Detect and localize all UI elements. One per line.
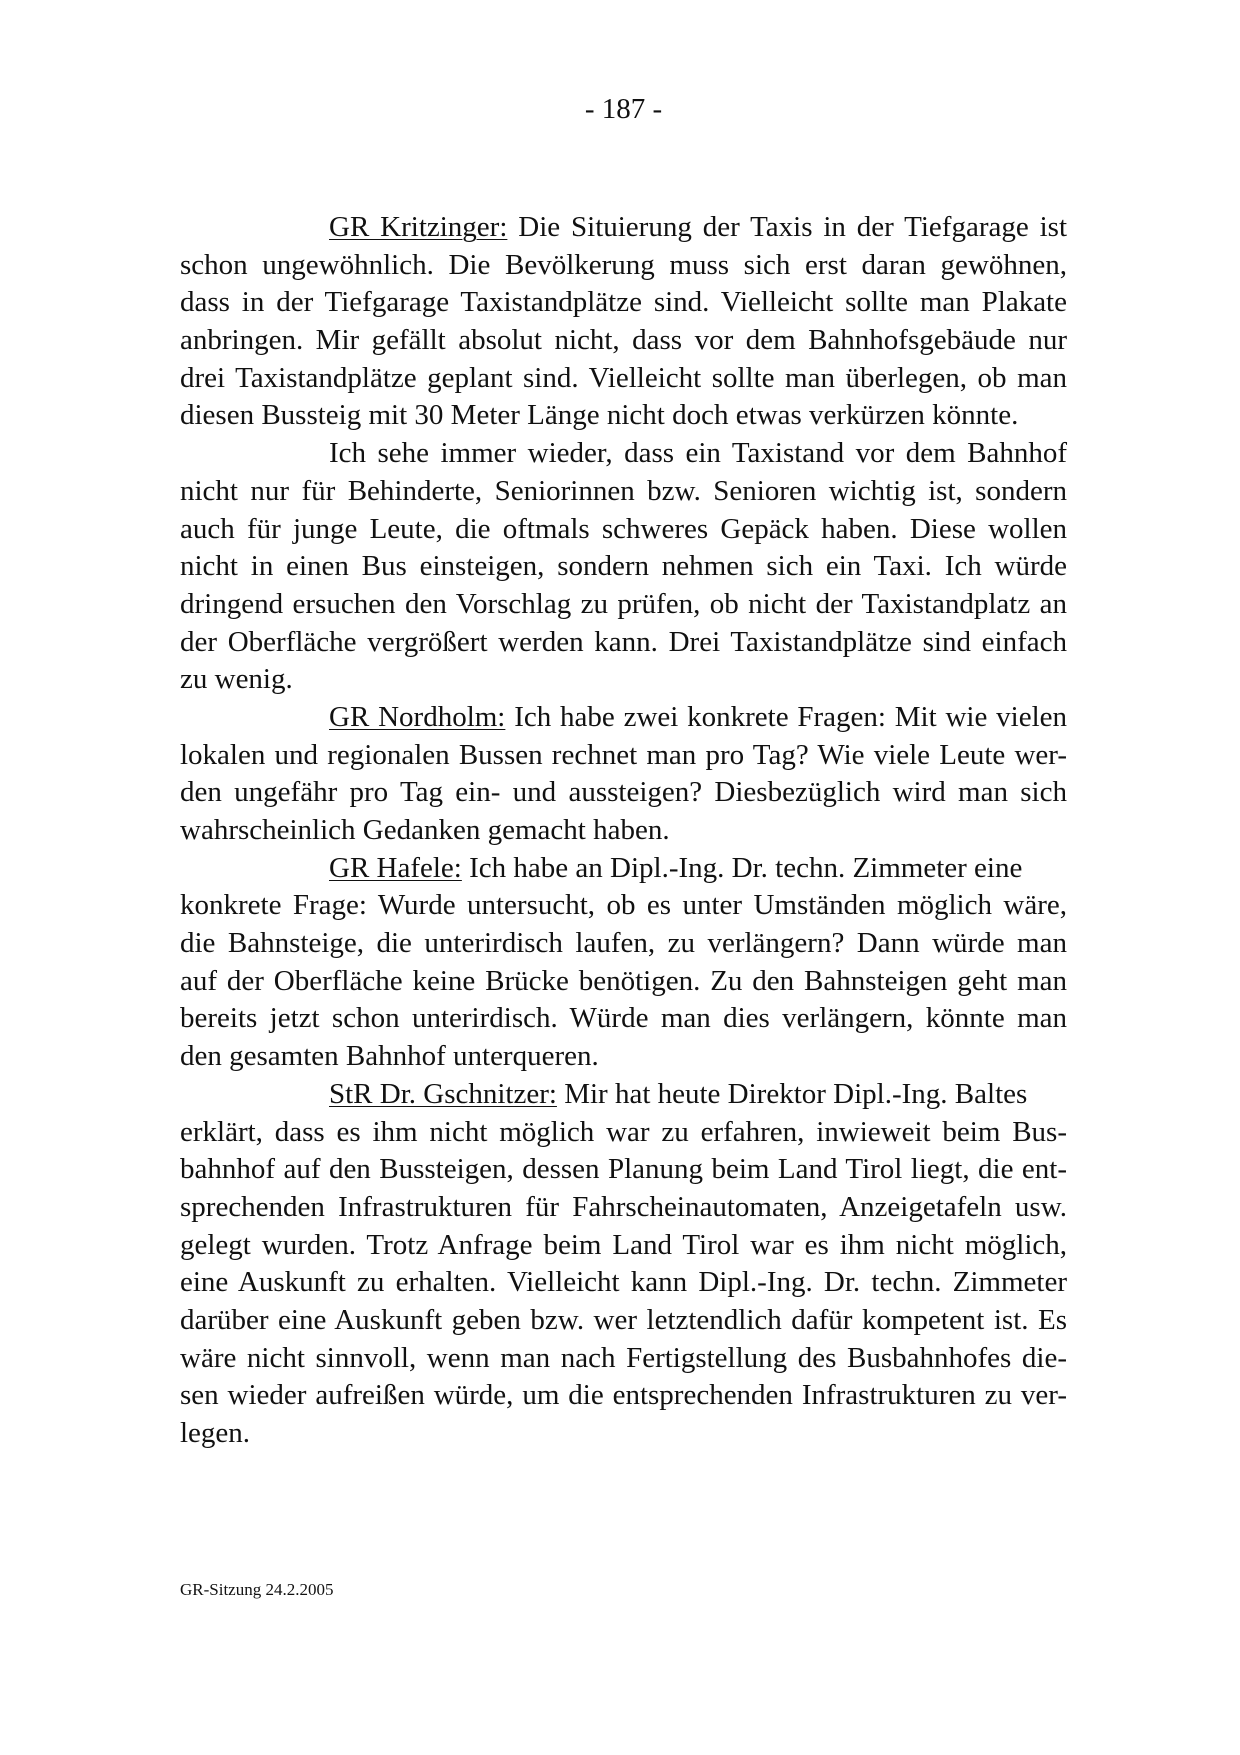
text-line: bahnhof auf den Bussteigen, dessen Planung beim Land Tirol liegt, die ent- [180,1153,1067,1186]
text-line [180,699,1067,737]
text-line: erklärt, dass es ihm nicht möglich war zu erfahren, inwieweit beim Bus- [180,1115,1067,1148]
text-line: den ungefähr pro Tag ein- und aussteigen? Diesbezüglich wird man sich [180,776,1067,809]
page-number: - 187 - [584,93,663,125]
text-line: dringend ersuchen den Vorschlag zu prüfen, ob nicht der Taxistandplatz an [180,587,1067,620]
text-line: der Oberfläche vergrößert werden kann. Drei Taxistandplätze sind einfach [180,625,1067,658]
text-line [180,209,1067,247]
text-segment: Ich habe zwei konkrete Fragen: Mit wie vielen [514,700,1068,733]
paragraph [180,850,1067,1076]
text-line: zu wenig. [180,663,293,696]
speaker-name: GR Hafele: [329,851,462,884]
text-line: wahrscheinlich Gedanken gemacht haben. [180,814,670,846]
text-line: auch für junge Leute, die oftmals schweres Gepäck haben. Diese wollen [180,512,1067,545]
text-line: sen wieder aufreißen würde, um die entsprechenden Infrastrukturen zu ver- [180,1379,1067,1412]
text-line: darüber eine Auskunft geben bzw. wer letztendlich dafür kompetent ist. Es [180,1303,1067,1336]
speaker-name: StR Dr. Gschnitzer: [329,1077,557,1110]
text-segment: Die Situierung der Taxis in der Tiefgarage ist [518,211,1068,243]
text-line: nicht nur für Behinderte, Seniorinnen bzw. Senioren wichtig ist, sondern [180,474,1067,507]
text-line: drei Taxistandplätze geplant sind. Vielleicht sollte man überlegen, ob man [180,361,1067,394]
text-line: Ich sehe immer wieder, dass ein Taxistand vor dem Bahnhof [329,437,1067,470]
text-line: nicht in einen Bus einsteigen, sondern nehmen sich ein Taxi. Ich würde [180,550,1067,583]
text-line: schon ungewöhnlich. Die Bevölkerung muss sich erst daran gewöhnen, [180,248,1067,281]
text-line: eine Auskunft zu erhalten. Vielleicht kann Dipl.-Ing. Dr. techn. Zimmeter [180,1266,1067,1299]
text-segment: Ich habe an Dipl.-Ing. Dr. techn. Zimmeter eine [469,851,1023,884]
text-line: anbringen. Mir gefällt absolut nicht, dass vor dem Bahnhofsgebäude nur [180,324,1067,357]
paragraph [180,209,1067,435]
text-line: auf der Oberfläche keine Brücke benötigen. Zu den Bahnsteigen geht man [180,964,1067,997]
speaker-name: GR Nordholm: [329,700,506,733]
footer-text: GR-Sitzung 24.2.2005 [180,1580,334,1599]
paragraph [180,1076,1067,1453]
text-line: diesen Bussteig mit 30 Meter Länge nicht doch etwas verkürzen könnte. [180,399,1019,432]
text-line: sprechenden Infrastrukturen für Fahrscheinautomaten, Anzeigetafeln usw. [180,1190,1067,1223]
paragraph [180,699,1067,850]
text-line: die Bahnsteige, die unterirdisch laufen, zu verlängern? Dann würde man [180,927,1067,960]
text-line: gelegt wurden. Trotz Anfrage beim Land Tirol war es ihm nicht möglich, [180,1228,1067,1261]
text-segment: Mir hat heute Direktor Dipl.-Ing. Baltes [564,1077,1028,1110]
text-line: den gesamten Bahnhof unterqueren. [180,1040,599,1073]
text-line: dass in der Tiefgarage Taxistandplätze sind. Vielleicht sollte man Plakate [180,286,1067,319]
text-line: legen. [180,1417,251,1449]
speaker-name: GR Kritzinger: [329,211,508,243]
document-body [180,209,1067,1453]
text-line: konkrete Frage: Wurde untersucht, ob es unter Umständen möglich wäre, [180,889,1067,922]
text-line: lokalen und regionalen Bussen rechnet man pro Tag? Wie viele Leute wer- [180,738,1067,771]
text-line [180,850,1067,888]
text-line [180,1076,1067,1114]
text-line: wäre nicht sinnvoll, wenn man nach Fertigstellung des Busbahnhofes die- [180,1341,1067,1374]
text-line: bereits jetzt schon unterirdisch. Würde man dies verlängern, könnte man [180,1002,1067,1035]
paragraph [180,435,1067,699]
